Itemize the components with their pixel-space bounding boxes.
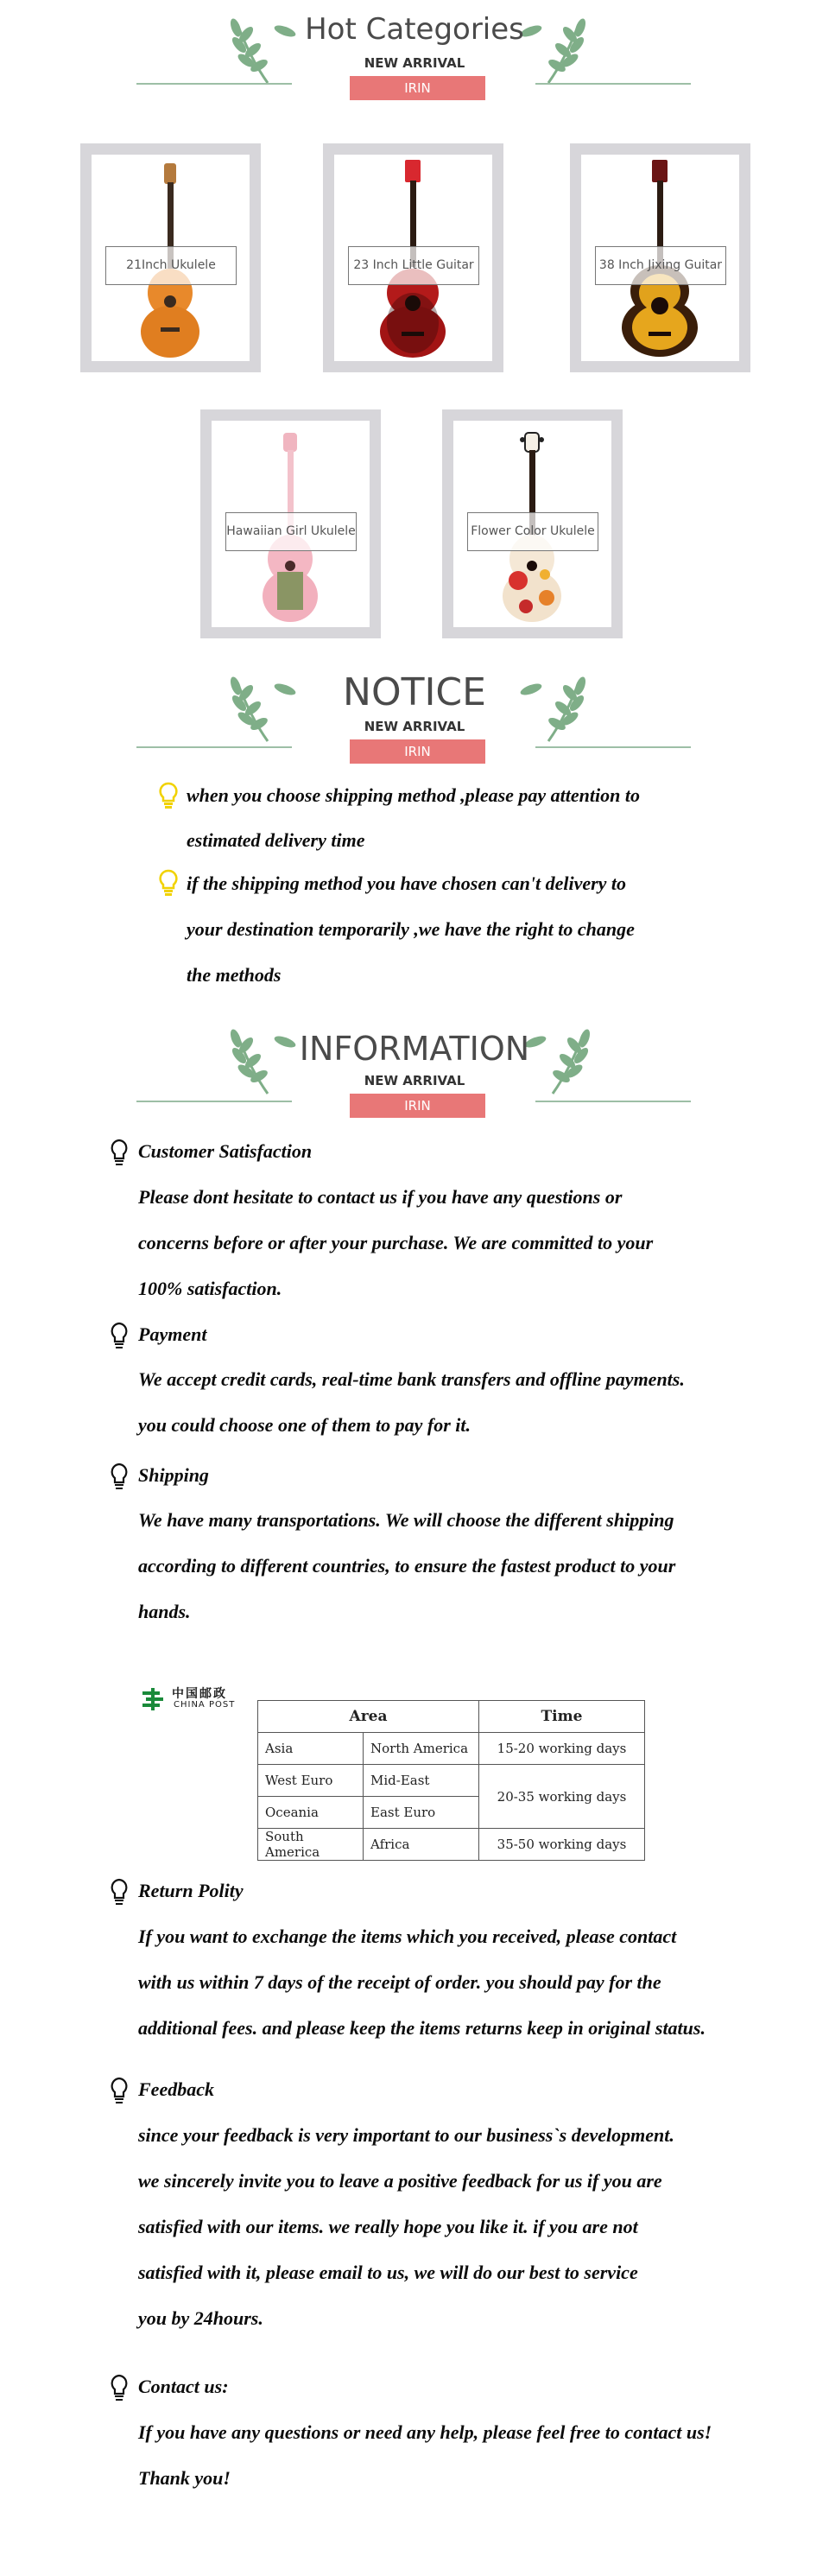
- info-text: Thank you!: [138, 2467, 231, 2489]
- hot-categories-header: [0, 0, 829, 95]
- lightbulb-outline-icon: [110, 1322, 129, 1351]
- lightbulb-outline-icon: [110, 1462, 129, 1492]
- product-label: 21Inch Ukulele: [105, 246, 237, 285]
- product-card-38inch-guitar[interactable]: [570, 143, 750, 372]
- product-card-flower-ukulele[interactable]: [442, 409, 623, 638]
- product-label: Hawaiian Girl Ukulele: [225, 512, 357, 551]
- notice-item-2-line3: the methods: [187, 964, 282, 986]
- china-post-logo-icon: [141, 1686, 167, 1712]
- product-label: 38 Inch Jixing Guitar: [595, 246, 726, 285]
- lightbulb-icon: [158, 869, 179, 897]
- information-sub: NEW ARRIVAL: [364, 1073, 465, 1088]
- table-cell: West Euro: [258, 1765, 364, 1797]
- info-heading-feedback: Feedback: [138, 2078, 214, 2100]
- info-text: We have many transportations. We will choose the different shipping: [138, 1509, 674, 1531]
- info-text: according to different countries, to ensure the fastest product to your: [138, 1555, 676, 1577]
- info-text: If you want to exchange the items which you received, please contact: [138, 1926, 677, 1947]
- divider-left: [136, 746, 292, 748]
- product-label: 23 Inch Little Guitar: [348, 246, 479, 285]
- divider-left: [136, 1101, 292, 1102]
- hot-categories-badge: IRIN: [350, 76, 485, 100]
- table-header-area: Area: [258, 1701, 479, 1733]
- info-heading-contact-us: Contact us:: [138, 2376, 229, 2397]
- info-text: satisfied with our items. we really hope you like it. if you are not: [138, 2216, 638, 2237]
- product-card-23inch-guitar[interactable]: [323, 143, 503, 372]
- table-cell: 15-20 working days: [479, 1733, 645, 1765]
- product-card-hawaiian-ukulele[interactable]: [200, 409, 381, 638]
- china-post-cn: 中国邮政: [172, 1687, 227, 1701]
- table-header-time: Time: [479, 1701, 645, 1733]
- info-text: additional fees. and please keep the items returns keep in original status.: [138, 2017, 706, 2039]
- notice-item-1-line2: estimated delivery time: [187, 829, 365, 851]
- info-text: satisfied with it, please email to us, we will do our best to service: [138, 2262, 638, 2283]
- info-text: with us within 7 days of the receipt of order. you should pay for the: [138, 1971, 661, 1993]
- lightbulb-outline-icon: [110, 1139, 129, 1168]
- info-text: you could choose one of them to pay for it.: [138, 1414, 471, 1436]
- info-text: concerns before or after your purchase. We are committed to your: [138, 1232, 654, 1253]
- shipping-time-table: [257, 1700, 645, 1861]
- info-heading-customer-satisfaction: Customer Satisfaction: [138, 1140, 313, 1162]
- table-cell: South America: [258, 1829, 364, 1861]
- china-post-logo: [141, 1685, 253, 1716]
- notice-sub: NEW ARRIVAL: [364, 719, 465, 734]
- table-cell: Asia: [258, 1733, 364, 1765]
- table-header-row: [258, 1701, 645, 1733]
- table-cell: Africa: [364, 1829, 479, 1861]
- notice-item-2-line2: your destination temporarily ,we have the right to change: [187, 918, 635, 940]
- info-text: you by 24hours.: [138, 2307, 263, 2329]
- info-heading-return-polity: Return Polity: [138, 1880, 244, 1901]
- table-cell: North America: [364, 1733, 479, 1765]
- lightbulb-outline-icon: [110, 1878, 129, 1907]
- information-title: INFORMATION: [299, 1030, 530, 1068]
- table-cell: 35-50 working days: [479, 1829, 645, 1861]
- notice-badge: IRIN: [350, 739, 485, 764]
- information-badge: IRIN: [350, 1094, 485, 1118]
- table-row: [258, 1733, 645, 1765]
- notice-item-2-line1: if the shipping method you have chosen can't delivery to: [187, 872, 627, 894]
- table-cell: 20-35 working days: [479, 1765, 645, 1829]
- table-cell: East Euro: [364, 1797, 479, 1829]
- notice-title: NOTICE: [343, 670, 486, 714]
- info-text: Please dont hesitate to contact us if you have any questions or: [138, 1186, 623, 1208]
- divider-left: [136, 83, 292, 85]
- divider-right: [535, 83, 691, 85]
- info-text: If you have any questions or need any help, please feel free to contact us!: [138, 2421, 712, 2443]
- table-cell: Mid-East: [364, 1765, 479, 1797]
- china-post-en: CHINA POST: [174, 1700, 236, 1710]
- table-row: [258, 1829, 645, 1861]
- info-text: we sincerely invite you to leave a positive feedback for us if you are: [138, 2170, 662, 2192]
- table-cell: Oceania: [258, 1797, 364, 1829]
- info-text: hands.: [138, 1601, 191, 1622]
- info-text: 100% satisfaction.: [138, 1278, 282, 1299]
- product-card-21inch-ukulele[interactable]: [80, 143, 261, 372]
- lightbulb-outline-icon: [110, 2077, 129, 2106]
- info-heading-payment: Payment: [138, 1323, 207, 1345]
- hot-categories-title: Hot Categories: [305, 12, 524, 47]
- divider-right: [535, 746, 691, 748]
- lightbulb-outline-icon: [110, 2374, 129, 2403]
- notice-header: [0, 657, 829, 760]
- product-label: Flower Color Ukulele: [467, 512, 598, 551]
- divider-right: [535, 1101, 691, 1102]
- lightbulb-icon: [158, 782, 179, 809]
- info-heading-shipping: Shipping: [138, 1464, 209, 1486]
- info-text: We accept credit cards, real-time bank transfers and offline payments.: [138, 1368, 685, 1390]
- notice-item-1-line1: when you choose shipping method ,please pay attention to: [187, 784, 640, 806]
- hot-categories-sub: NEW ARRIVAL: [364, 55, 465, 71]
- info-text: since your feedback is very important to our business`s development.: [138, 2124, 674, 2146]
- table-row: [258, 1765, 645, 1797]
- information-header: [0, 1011, 829, 1114]
